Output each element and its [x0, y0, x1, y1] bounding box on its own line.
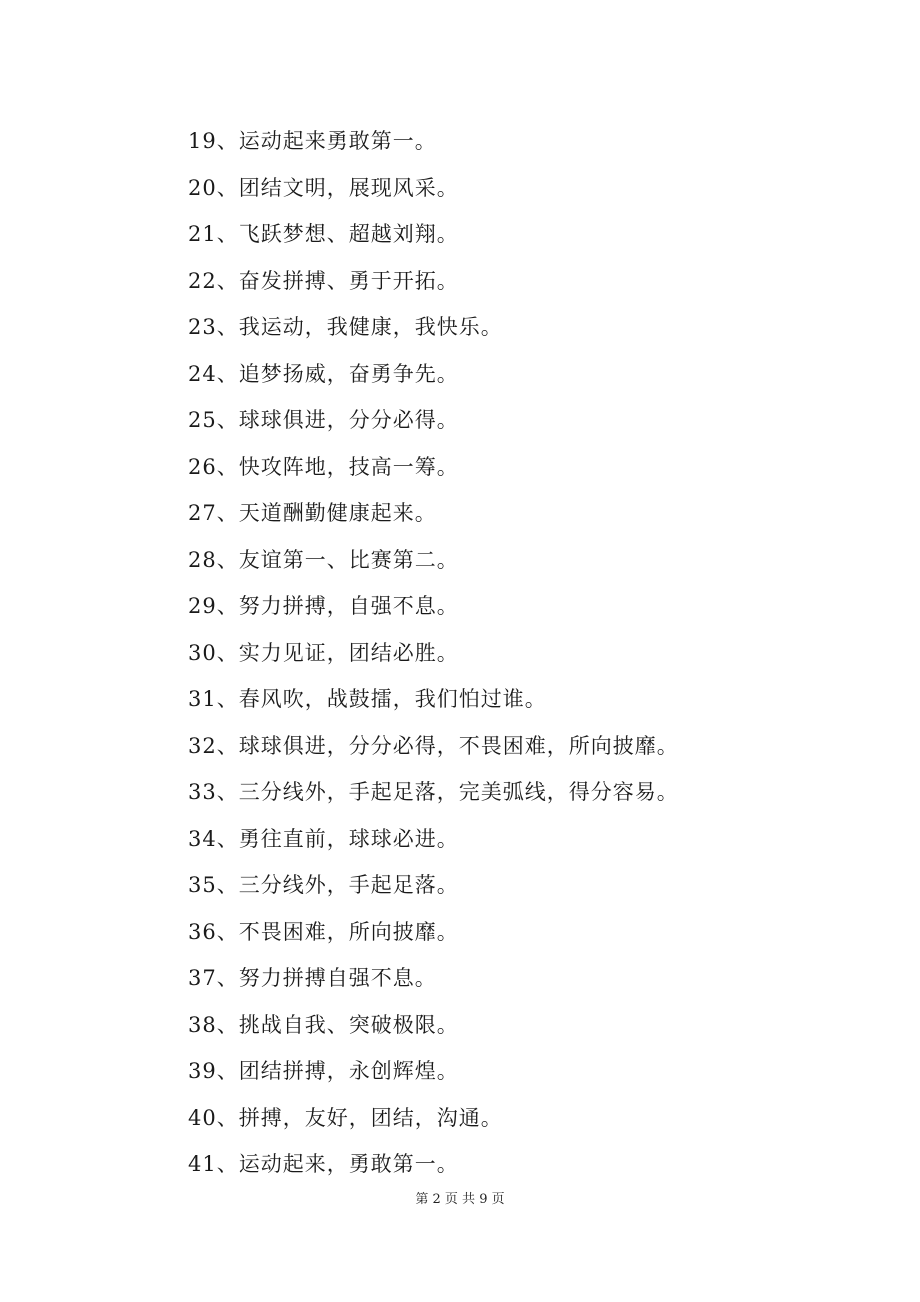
- list-item: 33、三分线外，手起足落，完美弧线，得分容易。: [188, 780, 679, 804]
- list-item: 29、努力拼搏，自强不息。: [188, 594, 459, 618]
- list-item: 22、奋发拼搏、勇于开拓。: [188, 268, 459, 293]
- slogan-list: [188, 118, 679, 1188]
- list-item: 38、挑战自我、突破极限。: [188, 1012, 459, 1037]
- list-item: 27、天道酬勤健康起来。: [188, 501, 437, 525]
- list-item: 25、球球俱进，分分必得。: [188, 408, 459, 432]
- list-item: 41、运动起来，勇敢第一。: [188, 1152, 459, 1176]
- list-item: 31、春风吹，战鼓擂，我们怕过谁。: [188, 687, 547, 711]
- list-item: 24、追梦扬威，奋勇争先。: [188, 361, 459, 386]
- list-item: 37、努力拼搏自强不息。: [188, 966, 437, 990]
- list-item: 23、我运动，我健康，我快乐。: [188, 315, 503, 339]
- list-item: 35、三分线外，手起足落。: [188, 873, 459, 897]
- list-item: 34、勇往直前，球球必进。: [188, 826, 459, 851]
- list-item: 28、友谊第一、比赛第二。: [188, 547, 459, 572]
- list-item: 40、拼搏，友好，团结，沟通。: [188, 1105, 503, 1130]
- list-item: 39、团结拼搏，永创辉煌。: [188, 1059, 459, 1083]
- list-item: 26、快攻阵地，技高一筹。: [188, 454, 459, 479]
- list-item: 32、球球俱进，分分必得，不畏困难，所向披靡。: [188, 733, 679, 758]
- list-item: 30、实力见证，团结必胜。: [188, 640, 459, 665]
- list-item: 36、不畏困难，所向披靡。: [188, 919, 459, 944]
- list-item: 21、飞跃梦想、超越刘翔。: [188, 222, 459, 246]
- list-item: 20、团结文明，展现风采。: [188, 175, 459, 200]
- list-item: 19、运动起来勇敢第一。: [188, 129, 437, 153]
- page-footer: 第 2 页 共 9 页: [415, 1192, 505, 1207]
